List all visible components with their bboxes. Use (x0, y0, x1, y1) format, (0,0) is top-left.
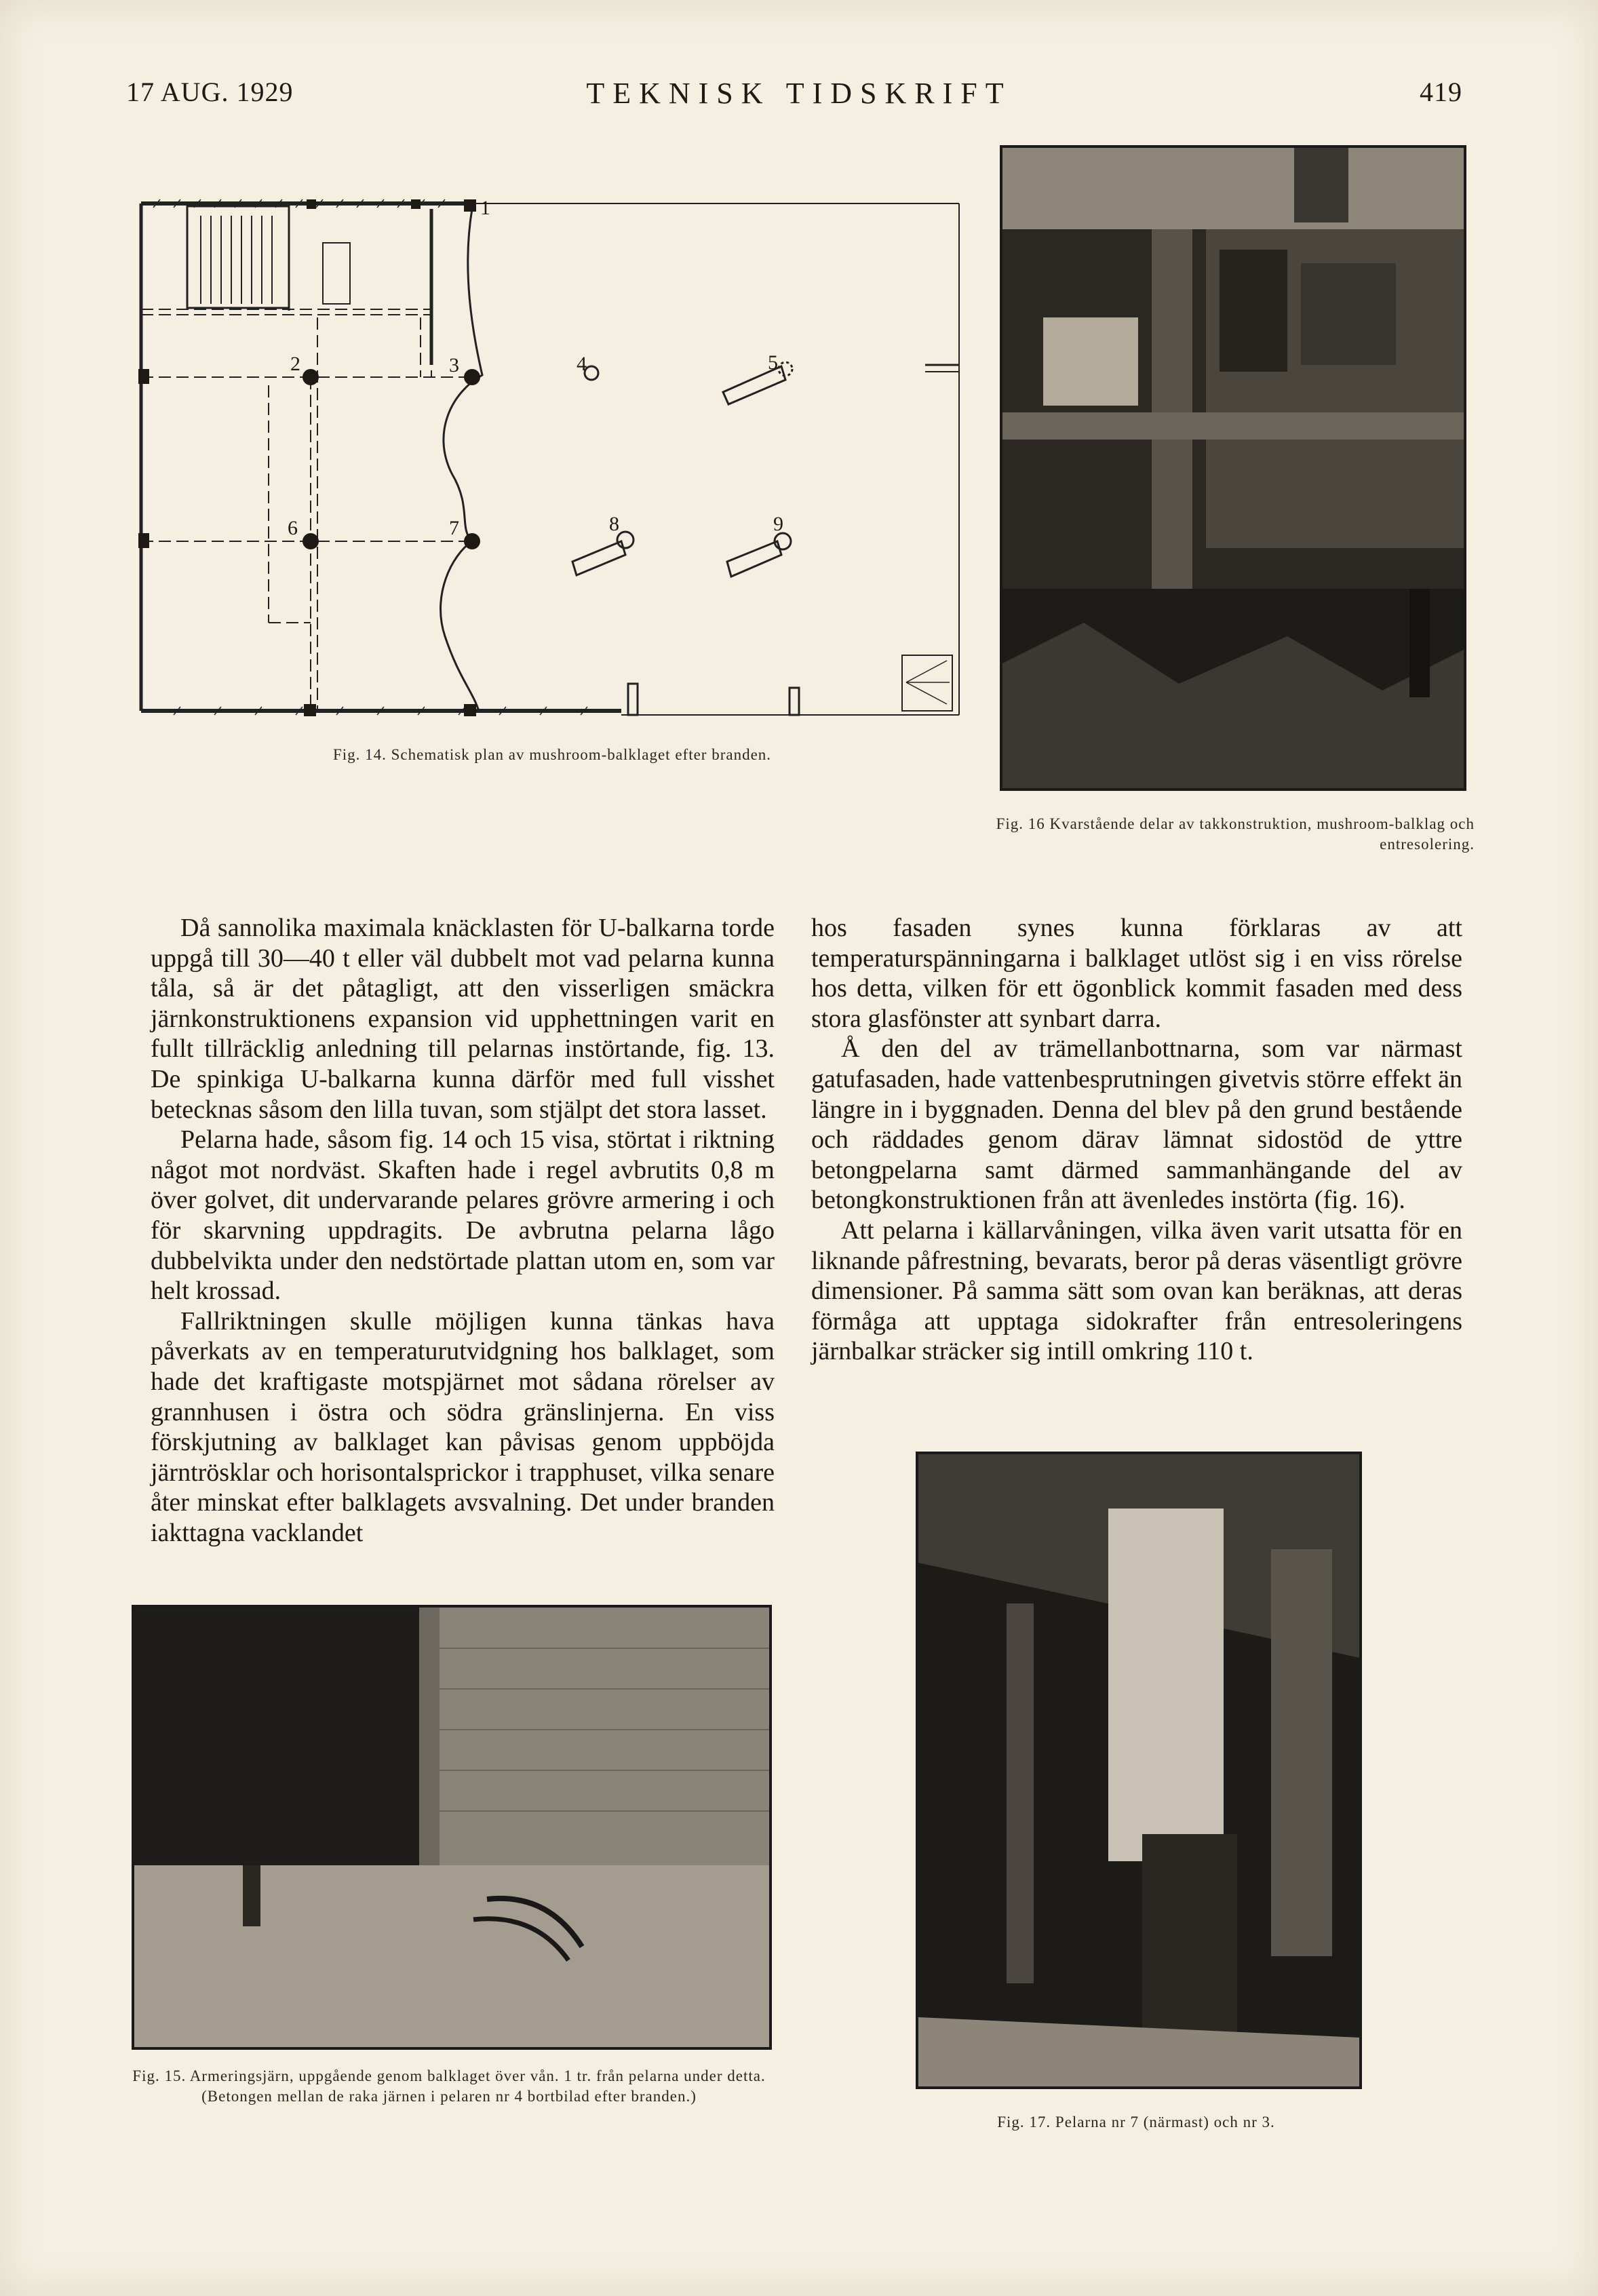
figure-17-photo (916, 1452, 1362, 2089)
figure-15-caption: Fig. 15. Armeringsjärn, uppgående genom balklaget över vån. 1 tr. från pelarna under detta. (Betongen mellan de raka järnen i pelaren nr 4 bortbilad efter branden.) (132, 2067, 766, 2105)
page-number: 419 (1420, 77, 1462, 107)
plan-label-8: 8 (609, 513, 619, 535)
figure-16-photo (1000, 145, 1466, 791)
plan-label-1: 1 (480, 197, 490, 219)
plan-label-9: 9 (773, 513, 783, 535)
body-left-column (151, 913, 775, 1548)
figure-14-caption: Fig. 14. Schematisk plan av mushroom-balklaget efter branden. (332, 746, 772, 763)
running-head-journal-title: TEKNISK TIDSKRIFT (586, 77, 1012, 110)
body-right-column (811, 913, 1462, 1367)
running-head-date: 17 AUG. 1929 (126, 77, 294, 107)
plan-label-4: 4 (577, 353, 587, 375)
left-paragraph-2: Pelarna hade, såsom fig. 14 och 15 visa, störtat i riktning något mot nordväst. Skaften hade i regel avbrutits 0,8 m över golvet, dit undervarande pelares grövre armering i och för skarvning uppdragits. De avbrutna pelarna lågo dubbelvikta under den nedstörtade plattan utom en, som var helt krossad. (151, 1125, 775, 1306)
left-paragraph-3: Fallriktningen skulle möjligen kunna tänkas hava påverkats av en temperaturutvidgning hos balklaget, som hade det kraftigaste motspjärnet mot sådana rörelser av grannhusen i östra och södra gränslinjerna. En viss förskjutning av balklaget kan påvisas genom uppböjda järntrösklar och horisontalsprickor i trapphuset, vilka senare åter minskat efter balklagets avsvalning. Det under branden iakttagna vacklandet (151, 1306, 775, 1547)
left-paragraph-1: Då sannolika maximala knäcklasten för U-balkarna torde uppgå till 30—40 t eller väl dubbelt mot vad pelarna kunna tåla, så är det påtagligt, att den visserligen smäckra järnkonstruktionens expansion vid upphettningen varit en fullt tillräcklig anledning till pelarnas instörtande, fig. 13. De spinkiga U-balkarna kunna därför med full visshet betecknas såsom den lilla tuvan, som stjälpt det stora lasset. (151, 914, 775, 1124)
right-paragraph-3: Att pelarna i källarvåningen, vilka även varit utsatta för en liknande påfrestning, bevarats, beror på deras väsentligt grövre dimensioner. På samma sätt som ovan kan beräknas, att deras förmåga att upptaga sidokrafter från entresoleringens järnbalkar sträcker sig intill omkring 110 t. (811, 1215, 1462, 1366)
floor-plan-drawing (133, 189, 971, 734)
plan-label-3: 3 (449, 354, 459, 376)
plan-label-2: 2 (290, 353, 300, 375)
figure-14-floor-plan (133, 189, 971, 734)
right-paragraph-1: hos fasaden synes kunna förklaras av att temperaturspänningarna i balklaget utlöst sig i en viss rörelse hos detta, vilken för ett ögonblick kommit fasaden med dess stora glasfönster att synbart darra. (811, 914, 1462, 1033)
figure-15-photo (132, 1605, 772, 2050)
plan-label-6: 6 (288, 517, 298, 539)
plan-label-7: 7 (449, 517, 459, 539)
right-paragraph-2: Å den del av trämellanbottnarna, som var närmast gatufasaden, hade vattenbesprutningen givetvis större effekt än längre in i byggnaden. Denna del blev på den grund bestående och räddades genom därav lämnat sidostöd de yttre betongpelarna samt därmed sammanhängande del av betongkonstruktionen från att ävenledes instörta (fig. 16). (811, 1034, 1462, 1215)
figure-17-caption: Fig. 17. Pelarna nr 7 (närmast) och nr 3. (997, 2114, 1275, 2130)
figure-16-caption: Fig. 16 Kvarstående delar av takkonstruktion, mushroom-balklag och entresolering. (996, 815, 1475, 853)
plan-label-5: 5 (768, 351, 778, 374)
